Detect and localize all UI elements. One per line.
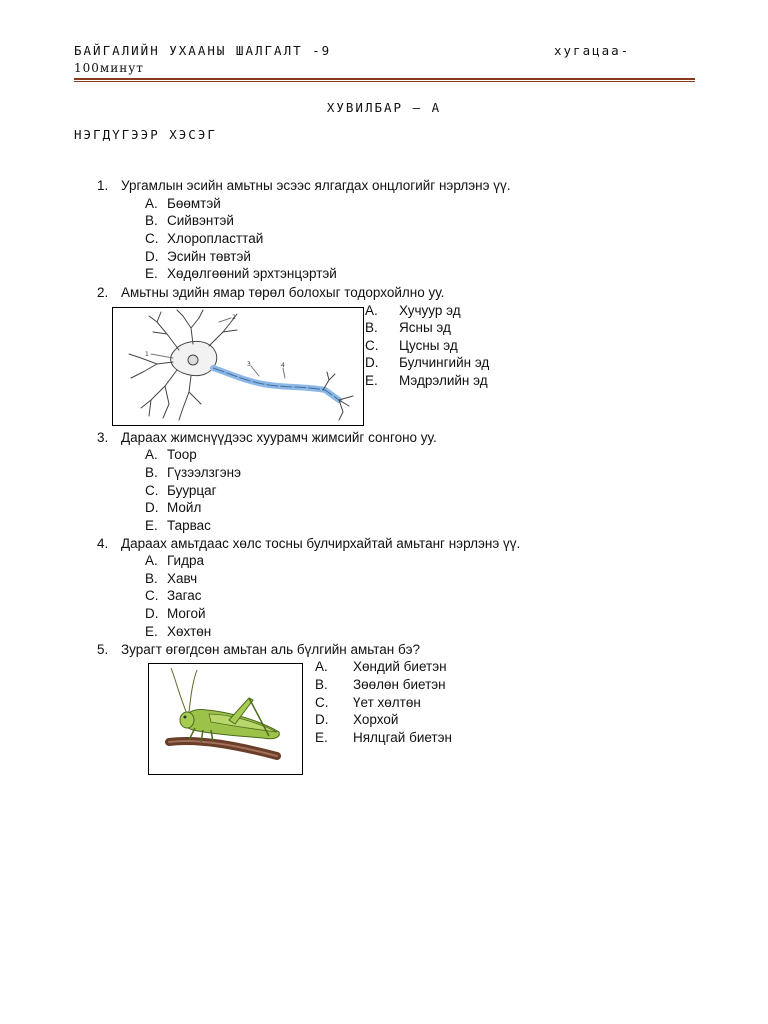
- option-letter: B.: [145, 213, 158, 228]
- option-text: Хөндий биетэн: [353, 659, 447, 674]
- option-letter: B.: [365, 320, 378, 335]
- option-text: Загас: [167, 588, 202, 603]
- question-number: 5.: [97, 642, 109, 657]
- option-letter: C.: [145, 231, 159, 246]
- option-text: Хлоропласттай: [167, 231, 264, 246]
- question-number: 3.: [97, 430, 109, 445]
- option-text: Гидра: [167, 553, 204, 568]
- option-letter: B.: [145, 465, 158, 480]
- option-text: Зөөлөн биетэн: [353, 677, 446, 692]
- option-text: Цусны эд: [399, 338, 458, 353]
- option-letter: D.: [145, 500, 159, 515]
- option-letter: E.: [145, 624, 158, 639]
- option-text: Хорхой: [353, 712, 399, 727]
- option-letter: C.: [365, 338, 379, 353]
- option-text: Хавч: [167, 571, 198, 586]
- option-letter: A.: [145, 196, 158, 211]
- figure-label: 4: [281, 362, 285, 369]
- option-text: Могой: [167, 606, 206, 621]
- option-letter: A.: [365, 303, 378, 318]
- figure-label: 3: [247, 361, 251, 368]
- option-text: Ясны эд: [399, 320, 451, 335]
- option-text: Сийвэнтэй: [167, 213, 234, 228]
- option-letter: D.: [145, 249, 159, 264]
- neuron-illustration: [113, 308, 363, 425]
- question-text: Амьтны эдийн ямар төрөл болохыг тодорхойлно уу.: [121, 285, 445, 300]
- option-text: Мэдрэлийн эд: [399, 373, 488, 388]
- header-rule-thin: [74, 81, 695, 82]
- option-text: Булчингийн эд: [399, 355, 490, 370]
- option-letter: A.: [315, 659, 328, 674]
- question-text: Дараах жимснүүдээс хуурамч жимсийг сонгоно уу.: [121, 430, 437, 445]
- option-text: Үет хөлтөн: [353, 695, 421, 710]
- option-letter: D.: [145, 606, 159, 621]
- option-text: Хөхтөн: [167, 624, 212, 639]
- option-letter: C.: [145, 588, 159, 603]
- option-letter: C.: [315, 695, 329, 710]
- question-text: Дараах амьтдаас хөлс тосны булчирхайтай амьтанг нэрлэнэ үү.: [121, 536, 521, 551]
- figure-label: 2: [232, 314, 236, 321]
- option-letter: E.: [315, 730, 328, 745]
- grasshopper-figure: [148, 663, 303, 775]
- option-letter: E.: [145, 518, 158, 533]
- option-letter: B.: [145, 571, 158, 586]
- option-letter: A.: [145, 447, 158, 462]
- option-letter: D.: [365, 355, 379, 370]
- question-number: 4.: [97, 536, 109, 551]
- option-letter: A.: [145, 553, 158, 568]
- variant-title: ХУВИЛБАР – А: [326, 100, 442, 115]
- figure-label: 1: [145, 351, 149, 358]
- option-text: Буурцаг: [167, 483, 217, 498]
- grasshopper-illustration: [149, 664, 302, 774]
- section-title: НЭГДҮГЭЭР ХЭСЭГ: [74, 127, 217, 142]
- option-text: Мойл: [167, 500, 202, 515]
- option-letter: C.: [145, 483, 159, 498]
- exam-title: БАЙГАЛИЙН УХААНЫ ШАЛГАЛТ -9: [74, 43, 332, 58]
- option-text: Хучуур эд: [399, 303, 461, 318]
- option-text: Тарвас: [167, 518, 211, 533]
- question-text: Зурагт өгөгдсөн амьтан аль бүлгийн амьтан бэ?: [121, 642, 420, 657]
- option-text: Гүзээлзгэнэ: [167, 465, 241, 480]
- header-rule: [74, 78, 695, 80]
- option-text: Эсийн төвтэй: [167, 249, 251, 264]
- option-text: Нялцгай биетэн: [353, 730, 452, 745]
- question-text: Ургамлын эсийн амьтны эсээс ялгагдах онцлогийг нэрлэнэ үү.: [121, 178, 511, 193]
- duration: 100минут: [74, 61, 144, 75]
- option-letter: B.: [315, 677, 328, 692]
- option-text: Бөөмтэй: [167, 196, 221, 211]
- time-label: хугацаа-: [554, 43, 631, 58]
- option-letter: E.: [145, 266, 158, 281]
- option-letter: D.: [315, 712, 329, 727]
- option-text: Тоор: [167, 447, 197, 462]
- question-number: 2.: [97, 285, 109, 300]
- question-number: 1.: [97, 178, 109, 193]
- option-letter: E.: [365, 373, 378, 388]
- option-text: Хөдөлгөөний эрхтэнцэртэй: [167, 266, 337, 281]
- neuron-figure: [112, 307, 364, 426]
